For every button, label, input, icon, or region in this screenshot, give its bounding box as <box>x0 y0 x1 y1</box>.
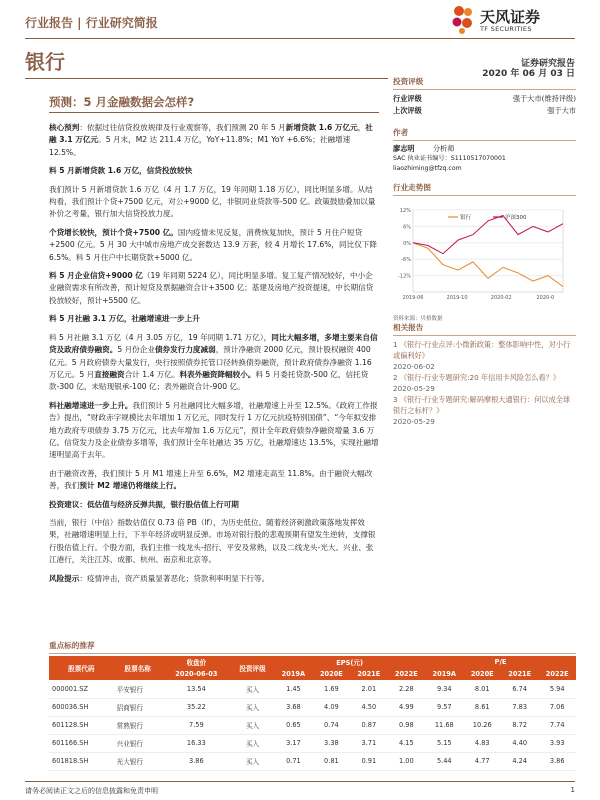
subheader-cell: 2021E <box>350 668 387 680</box>
table-cell: 4.77 <box>464 752 501 770</box>
text-run: 合计 1.4 万亿。 <box>124 369 180 379</box>
text-run: 投资建议：低估值与经济反弹共振，银行股估值上行可期 <box>49 499 239 509</box>
header-divider <box>25 38 575 39</box>
body-paragraph <box>49 400 380 462</box>
footer-divider <box>25 781 575 782</box>
table-cell: 3.93 <box>538 734 576 752</box>
table-cell: 0.65 <box>274 716 312 734</box>
sidebar <box>393 76 576 199</box>
y-tick-label: 12% <box>399 208 411 214</box>
related-reports <box>393 322 576 427</box>
table-cell: 0.91 <box>350 752 387 770</box>
table-cell: 0.74 <box>313 716 350 734</box>
table-cell: 8.01 <box>464 680 501 698</box>
text-run: 。5 月末，M2 达 211.4 万亿，YoY+11.8%；M1 YoY +6.6%；社融增速 12.5%。 <box>49 135 351 157</box>
table-row <box>49 752 576 770</box>
table-cell: 7.06 <box>538 698 576 716</box>
table-cell: 601818.SH <box>49 752 114 770</box>
subheader-cell: 2019A <box>274 668 312 680</box>
table-cell: 6.74 <box>501 680 538 698</box>
chart-source: 资料来源：贝格数据 <box>393 316 443 322</box>
author-name: 廖志明 <box>393 144 415 153</box>
table-cell: 601128.SH <box>49 716 114 734</box>
table-cell: 16.33 <box>162 734 231 752</box>
text-run: 料 5 月委托贷款-500 亿，信托贷款-300 亿，未贴现银承-100 亿；表外融资合计-900 亿。 <box>49 369 369 392</box>
col-name: 股票名称 <box>114 656 162 680</box>
body-paragraph <box>49 468 380 493</box>
table-cell: 兴业银行 <box>114 734 162 752</box>
col-eps: EPS(元) <box>274 656 425 668</box>
table-cell: 4.50 <box>350 698 387 716</box>
body-paragraph <box>49 517 380 567</box>
author-email[interactable]: liaozhiming@tfzq.com <box>393 165 462 172</box>
subheader-cell: 2020-06-03 <box>162 668 231 680</box>
col-rating: 投资评级 <box>231 656 274 680</box>
author-heading: 作者 <box>393 127 576 141</box>
x-tick-label: 2020-02 <box>490 295 512 301</box>
logo-text-cn: 天风证券 <box>480 8 541 26</box>
col-pe: P/E <box>425 656 576 668</box>
table-cell: 35.22 <box>162 698 231 716</box>
table-cell: 3.71 <box>350 734 387 752</box>
table-cell: 4.24 <box>501 752 538 770</box>
table-cell: 0.81 <box>313 752 350 770</box>
table-cell: 0.87 <box>350 716 387 734</box>
subheader-cell: 2019A <box>425 668 463 680</box>
x-tick-label: 2019-06 <box>402 295 424 301</box>
legend-label: 银行 <box>460 215 472 221</box>
y-tick-label: -6% <box>401 257 411 264</box>
table-cell: 3.86 <box>162 752 231 770</box>
table-cell: 9.57 <box>425 698 463 716</box>
table-cell: 买入 <box>231 698 274 716</box>
table-cell: 买入 <box>231 680 274 698</box>
table-cell: 1.00 <box>388 752 425 770</box>
table-cell: 0.71 <box>274 752 312 770</box>
table-cell: 1.69 <box>313 680 350 698</box>
table-cell: 4.15 <box>388 734 425 752</box>
table-cell: 13.54 <box>162 680 231 698</box>
report-title: 预测：5 月金融数据会怎样? <box>49 95 195 109</box>
table-cell: 10.26 <box>464 716 501 734</box>
text-run: 料 5 月社融 3.1 万亿（4 月 3.05 万亿，19 年同期 1.71 万亿）， <box>49 332 272 342</box>
table-cell: 3.17 <box>274 734 312 752</box>
table-cell: 2.01 <box>350 680 387 698</box>
text-run: 料表外融资降幅较小。 <box>179 369 256 379</box>
text-run: 5 月份企业 <box>117 345 155 355</box>
table-cell: 000001.SZ <box>49 680 114 698</box>
subheader-cell: 2022E <box>538 668 576 680</box>
related-report-link[interactable]: 2 《银行-行业专题研究:20 年信用卡风险怎么看？》 <box>393 373 561 382</box>
table-cell: 8.61 <box>464 698 501 716</box>
table-cell: 4.99 <box>388 698 425 716</box>
text-run: 新增贷款 1.6 万亿元 <box>285 123 358 132</box>
text-run: 我们预计 5 月新增贷款 1.6 万亿（4 月 1.7 万亿，19 年同期 1.18 万亿），同比明显多增。从结构看，我们预计个贷+7500 亿元，对公+9000 亿，非银同业贷款等-500 亿。政策鼓励叠加以量补价之考量，银行加大信贷投放力度。 <box>49 184 376 219</box>
title-divider <box>25 78 388 79</box>
body-paragraph <box>49 332 380 394</box>
legend-label: 沪深300 <box>505 215 527 221</box>
author-license: SAC 执业证书编号：S1110517070001 <box>393 155 506 162</box>
body-paragraph <box>49 313 380 325</box>
text-run: 社融 3.1 万亿元 <box>49 123 373 145</box>
table-cell: 光大银行 <box>114 752 162 770</box>
text-run: 直接融资 <box>94 369 125 379</box>
table-cell: 4.83 <box>464 734 501 752</box>
prev-rating-value: 强于大市 <box>547 106 576 115</box>
y-tick-label: 0% <box>403 240 411 247</box>
company-logo <box>450 4 570 40</box>
industry-trend-chart <box>393 207 576 307</box>
text-run: 料 5 月社融 3.1 万亿，社融增速进一步上升 <box>49 314 200 324</box>
related-report-date: 2020-05-29 <box>393 417 435 426</box>
text-run: 同比大幅多增，多增主要来自信贷及政府债券融资。 <box>49 332 378 355</box>
table-cell: 7.59 <box>162 716 231 734</box>
text-run: 国内疫情未见反复，消费恢复加快，预计 5 月住户短贷+2500 亿元。5 月 30 大中城市房地产成交套数达 13.9 万套，较 4 月增长 17.6%，同比仅下降 6.5%。料 5 月住户中长期贷款+5000 亿。 <box>49 227 377 262</box>
main-body <box>49 122 380 591</box>
report-category: 行业报告 | 行业研究简报 <box>25 16 158 30</box>
body-paragraph <box>49 122 380 159</box>
x-tick-label: 2020-0 <box>536 295 555 301</box>
table-cell: 0.98 <box>388 716 425 734</box>
text-run: 料 5 月企业信贷+9000 亿 <box>49 271 143 281</box>
subheader-cell: 2020E <box>313 668 350 680</box>
body-paragraph <box>49 184 380 221</box>
text-run: 债券发行力度减弱 <box>154 345 216 355</box>
y-tick-label: -12% <box>398 273 411 280</box>
body-paragraph <box>49 227 380 264</box>
subheader-cell: 2020E <box>464 668 501 680</box>
page-number: 1 <box>570 786 575 794</box>
body-paragraph <box>49 165 380 177</box>
stocks-table <box>49 656 576 771</box>
table-row <box>49 680 576 698</box>
table-cell: 3.38 <box>313 734 350 752</box>
text-run: 料 5 月新增贷款 1.6 万亿，信贷投放较快 <box>49 166 193 176</box>
report-date: 2020 年 06 月 03 日 <box>482 69 575 79</box>
subheader-cell: 2021E <box>501 668 538 680</box>
sector-title: 银行 <box>25 50 65 74</box>
table-cell: 7.83 <box>501 698 538 716</box>
chart-frame <box>413 210 563 292</box>
table-cell: 8.72 <box>501 716 538 734</box>
body-paragraph <box>49 573 380 585</box>
trend-heading: 行业走势图 <box>393 182 576 196</box>
stocks-heading: 重点标的推荐 <box>49 640 576 654</box>
table-cell: 4.09 <box>313 698 350 716</box>
table-cell: 5.15 <box>425 734 463 752</box>
table-cell: 11.68 <box>425 716 463 734</box>
table-cell: 5.44 <box>425 752 463 770</box>
table-row <box>49 734 576 752</box>
table-cell: 7.74 <box>538 716 576 734</box>
stock-recommendations <box>49 640 576 771</box>
text-run: 预计 M2 增速仍将继续上行。 <box>79 481 182 491</box>
col-code: 股票代码 <box>49 656 114 680</box>
related-heading: 相关报告 <box>393 322 576 336</box>
table-cell: 平安银行 <box>114 680 162 698</box>
industry-rating-value: 强于大市(维持评级) <box>512 94 576 103</box>
text-run: 料社融增速进一步上升。 <box>49 400 133 410</box>
text-run: ：依据过往信贷投放规律及行业观察等，我们预测 20 年 5 月 <box>79 123 286 132</box>
table-cell: 4.40 <box>501 734 538 752</box>
y-tick-label: 6% <box>403 224 411 231</box>
col-price: 收盘价 <box>162 656 231 668</box>
x-tick-label: 2019-10 <box>446 295 468 301</box>
author-role: 分析师 <box>432 144 455 153</box>
table-row <box>49 698 576 716</box>
table-cell: 3.68 <box>274 698 312 716</box>
related-report-link[interactable]: 3 《银行-行业专题研究:解码摩根大通银行：何以成全球银行之标杆？》 <box>393 395 571 415</box>
industry-rating-label: 行业评级 <box>393 94 422 103</box>
text-run: 个贷增长较快，预计个贷+7500 亿。 <box>49 227 178 237</box>
table-cell: 买入 <box>231 716 274 734</box>
subheader-cell: 2022E <box>388 668 425 680</box>
table-cell: 招商银行 <box>114 698 162 716</box>
table-cell: 买入 <box>231 734 274 752</box>
table-cell: 常熟银行 <box>114 716 162 734</box>
table-cell: 5.94 <box>538 680 576 698</box>
footer-disclaimer[interactable]: 请务必阅读正文之后的信息披露和免责申明 <box>25 787 158 795</box>
text-run: ：疫情冲击，资产质量显著恶化；贷款利率明显下行等。 <box>79 573 270 583</box>
body-paragraph <box>49 270 380 307</box>
body-paragraph <box>49 499 380 511</box>
series-line-1 <box>413 216 563 254</box>
related-report-date: 2020-05-29 <box>393 384 435 393</box>
table-cell: 1.45 <box>274 680 312 698</box>
text-run: 我们预计 5 月社融同比大幅多增，社融增速上升至 12.5%。《政府工作报告》提出，“财政赤字规模比去年增加 1 万亿元，同时发行 1 万亿元抗疫特别国债”、“今年拟安排地方政府专项债券 3.75 万亿元，比去年增加 1.6 万亿元”，预计全年政府债券净融资增量 3.6 万亿。信贷发力及企业债券多增等，我们预计全年社融达 35 万亿，社融增速达 13.5%，实现社融增速明显高于去年。 <box>49 400 379 460</box>
text-run: 由于融资改善，我们预计 5 月 M1 增速上升至 6.6%，M2 增速走高至 11.8%。由于融资大幅改善，我们 <box>49 468 373 491</box>
table-cell: 2.28 <box>388 680 425 698</box>
prev-rating-label: 上次评级 <box>393 106 422 115</box>
report-type: 证券研究报告 <box>520 59 575 69</box>
text-run: ，预计净融资 2000 亿元，预计股权融资 400 亿元。5 月政府债券大量发行，央行按照债券托管口径转换债券融资，预计政府债券净融资 1.16 万亿元。5 月 <box>49 345 372 379</box>
related-report-date: 2020-06-02 <box>393 362 435 371</box>
text-run: （19 年同期 5224 亿），同比明显多增。复工复产情况较好，中小企业融资需求有所改善，预计短贷及票据融资合计+3500 亿；基建及房地产投资提速，中长期信贷投放较好，预计+5500 亿。 <box>49 271 374 305</box>
title-underline <box>49 112 379 113</box>
table-cell: 600036.SH <box>49 698 114 716</box>
related-report-link[interactable]: 1 《银行-行业点评:小微新政策：整体影响中性，对小行或偏利好》 <box>393 340 571 360</box>
logo-text-en: TF SECURITIES <box>480 25 532 33</box>
text-run: 核心预判 <box>49 123 80 132</box>
text-run: ， <box>357 123 366 132</box>
logo-mark-icon <box>450 4 476 34</box>
text-run: 当前，银行（中信）指数估值仅 0.73 倍 PB（lf），为历史低位。随着经济刺激政策落地发挥效果，社融增速明显上行，下半年经济或明显反弹。市场对银行股的悲观预期有望发生逆转，支撑银行股估值上行。个股方面，我们主推一线龙头-招行、平安及常熟，以及二线龙头-光大、兴业、张江港行，关注江苏、成都、杭州、南京和北京等。 <box>49 517 376 565</box>
table-row <box>49 716 576 734</box>
rating-heading: 投资评级 <box>393 76 576 90</box>
table-cell: 601166.SH <box>49 734 114 752</box>
table-cell: 买入 <box>231 752 274 770</box>
table-cell: 9.34 <box>425 680 463 698</box>
text-run: 风险提示 <box>49 573 80 583</box>
table-cell: 3.86 <box>538 752 576 770</box>
